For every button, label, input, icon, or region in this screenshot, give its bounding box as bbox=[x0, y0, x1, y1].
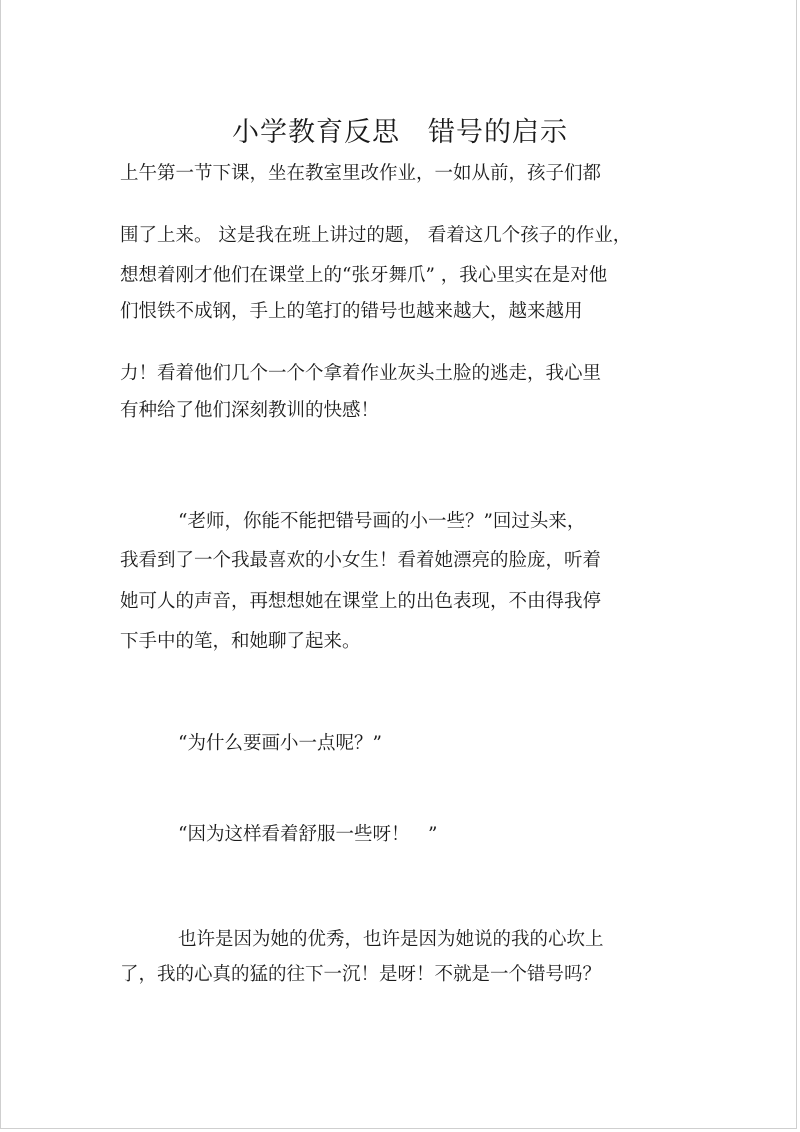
paragraph-line-7: “老师，你能不能把错号画的小一些？”回过头来， bbox=[178, 511, 586, 532]
dialogue-line-2: “因为这样看着舒服一些呀！ ” bbox=[178, 824, 438, 845]
paragraph-line-4: 们恨铁不成钢，手上的笔打的错号也越来越大，越来越用 bbox=[120, 301, 583, 322]
paragraph-line-1: 上午第一节下课，坐在教室里改作业，一如从前，孩子们都 bbox=[120, 163, 602, 184]
paragraph-line-11: 也许是因为她的优秀，也许是因为她说的我的心坎上 bbox=[178, 929, 604, 950]
paragraph-line-10: 下手中的笔，和她聊了起来。 bbox=[120, 631, 361, 652]
paragraph-line-8: 我看到了一个我最喜欢的小女生！看着她漂亮的脸庞，听着 bbox=[120, 550, 602, 571]
paragraph-line-5: 力！看着他们几个一个个拿着作业灰头土脸的逃走，我心里 bbox=[120, 363, 602, 384]
document-title: 小学教育反思 错号的启示 bbox=[232, 117, 568, 148]
paragraph-line-12: 了，我的心真的猛的往下一沉！是呀！不就是一个错号吗？ bbox=[120, 964, 602, 985]
paragraph-line-9: 她可人的声音，再想想她在课堂上的出色表现，不由得我停 bbox=[120, 591, 602, 612]
paragraph-line-6: 有种给了他们深刻教训的快感！ bbox=[120, 400, 380, 421]
paragraph-line-2: 围了上来。 这是我在班上讲过的题， 看着这几个孩子的作业， bbox=[120, 225, 632, 246]
dialogue-line-1: “为什么要画小一点呢？” bbox=[178, 733, 382, 754]
paragraph-line-3: 想想着刚才他们在课堂上的“张牙舞爪” ，我心里实在是对他 bbox=[120, 265, 608, 286]
